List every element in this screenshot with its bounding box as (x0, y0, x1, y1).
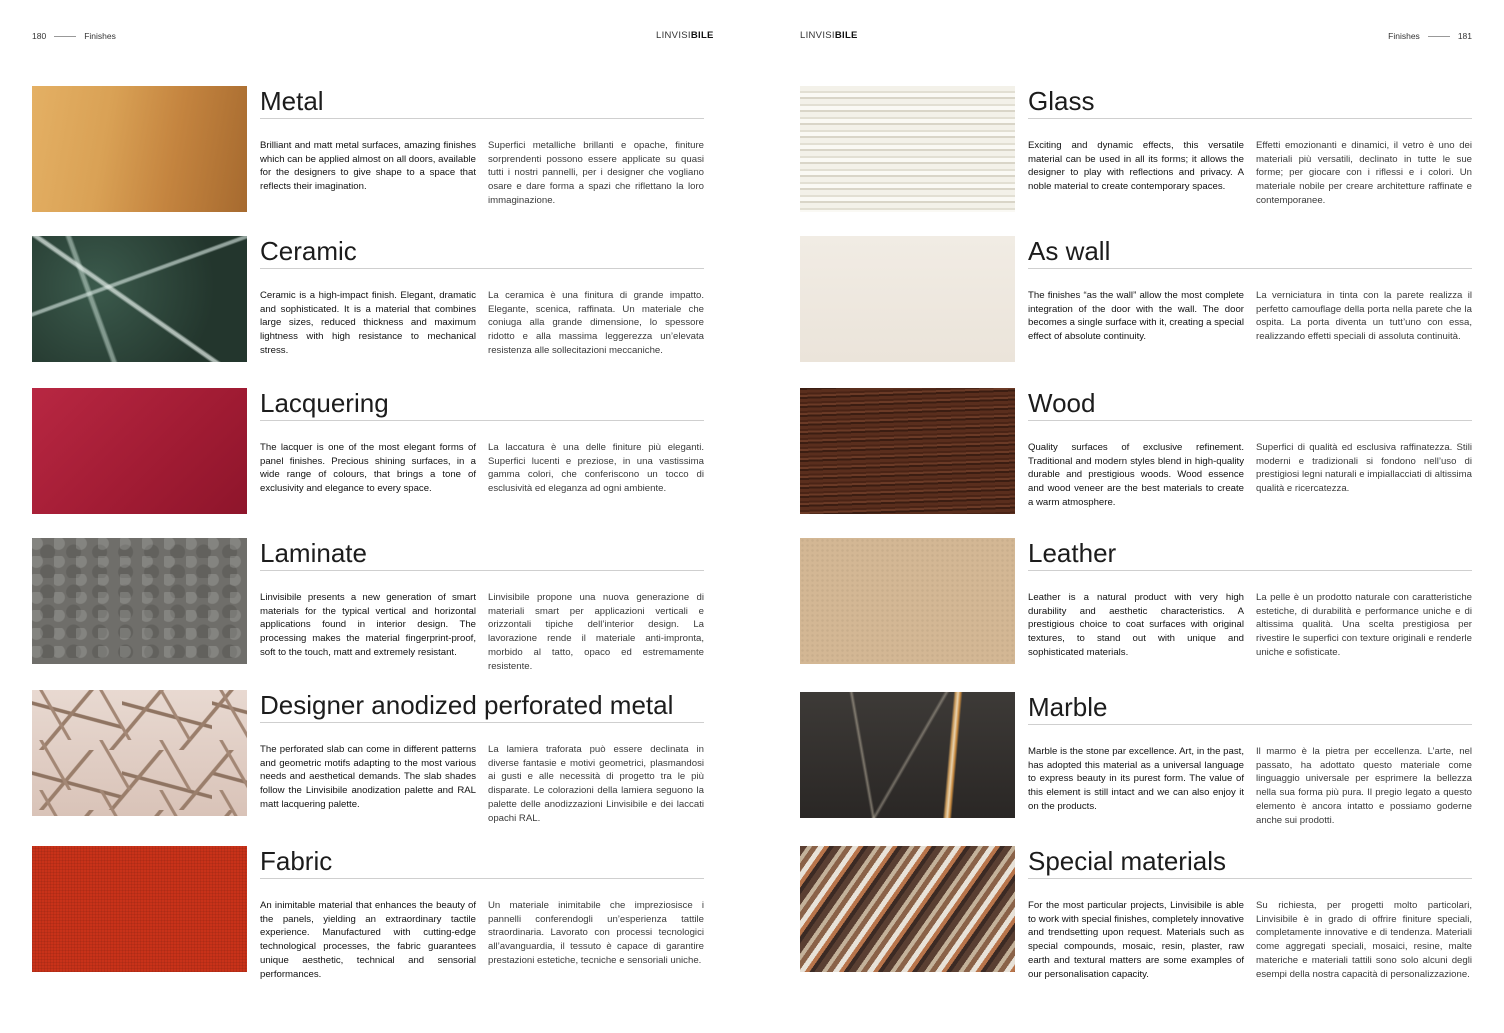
wood-swatch-image (800, 388, 1015, 514)
marble-swatch-image (800, 692, 1015, 818)
lacquer-swatch-image (32, 388, 247, 514)
fabric-swatch-image (32, 846, 247, 972)
finish-metal (32, 86, 704, 212)
finish-title: Lacquering (260, 388, 704, 421)
finish-description-en: The finishes “as the wall” allow the most complete integration of the door with the wall. The door becomes a single surface with it, creating a special effect of absolute continuity. (1028, 290, 1244, 343)
finish-description-it: La pelle è un prodotto naturale con caratteristiche estetiche, di durabilità e performance uniche e di altissima qualità. Una scelta prestigiosa per rivestire le superfici con texture originali e renderle uniche e sofisticate. (1256, 592, 1472, 658)
as-wall-swatch-image (800, 236, 1015, 362)
finish-description-en: Leather is a natural product with very high durability and aesthetic characteristics. A prestigious choice to coat surfaces with original textures, to stand out with unique and sophisticated materials. (1028, 592, 1244, 658)
finish-title: As wall (1028, 236, 1472, 269)
ceramic-swatch-image (32, 236, 247, 362)
finish-description-en: Brilliant and matt metal surfaces, amazing finishes which can be applied almost on all doors, available for the designers to give shape to a space that reflects their imagination. (260, 140, 476, 193)
finish-description-en: Ceramic is a high-impact finish. Elegant, dramatic and sophisticated. It is a material that combines large sizes, reduced thickness and maximum lightness with high resistance to mechanical stress. (260, 290, 476, 356)
special-materials-swatch-image (800, 846, 1015, 972)
perforated-metal-swatch-image (32, 690, 247, 816)
finish-title: Metal (260, 86, 704, 119)
finish-description-it: Linvisibile propone una nuova generazione di materiali smart per applicazioni verticali e orizzontali tipiche dell’interior design. La lavorazione rende il materiale anti-impronta, morbido al tatto, opaco ed estremamente resistente. (488, 592, 704, 672)
finish-glass (800, 86, 1472, 212)
finish-wood (800, 388, 1472, 514)
finish-description-it: Su richiesta, per progetti molto particolari, Linvisibile è in grado di offrire finiture speciali, completamente innovative e di tendenza. Materiali come aggregati speciali, mosaici, resine, malte materiche e materiali tattili sono solo alcuni degli esempi della nostra capacità di personalizzazione. (1256, 900, 1472, 980)
finish-title: Marble (1028, 692, 1472, 725)
finish-lacquering (32, 388, 704, 514)
finish-description-it: La lamiera traforata può essere declinata in diverse fantasie e motivi geometrici, plasmandosi ai gusti e alle necessità di progetto tra le più disparate. Le colorazioni della lamiera seguono la palette delle anodizzazioni Linvisibile e dei laccati opachi RAL. (488, 744, 704, 824)
page-number: 180 (32, 31, 47, 41)
finish-ceramic (32, 236, 704, 362)
finish-description-en: Marble is the stone par excellence. Art, in the past, has adopted this material as a universal language to express beauty in its purest form. The value of this element is still intact and we can also enjoy it on the products. (1028, 746, 1244, 812)
header-rule (54, 36, 76, 37)
finish-description-en: Exciting and dynamic effects, this versatile material can be used in all its forms; it allows the designer to play with reflections and privacy. A noble material to create contemporary spaces. (1028, 140, 1244, 193)
finish-description-en: The perforated slab can come in different patterns and geometric motifs adapting to the most various needs and aesthetical demands. The slab shades follow the Linvisibile anodization palette and RAL matt lacquering palette. (260, 744, 476, 810)
metal-swatch-image (32, 86, 247, 212)
right-page (752, 0, 1504, 1033)
finish-title: Leather (1028, 538, 1472, 571)
finish-leather (800, 538, 1472, 664)
finish-marble (800, 692, 1472, 826)
finish-title: Designer anodized perforated metal (260, 690, 704, 723)
finish-title: Fabric (260, 846, 704, 879)
finish-special-materials (800, 846, 1472, 980)
finish-description-it: Superfici metalliche brillanti e opache, finiture sorprendenti possono essere applicate su quasi tutti i nostri pannelli, per i designer che vogliano osare e dare forma a spazi che riflettano la loro immaginazione. (488, 140, 704, 206)
finish-as-wall (800, 236, 1472, 362)
finish-title: Laminate (260, 538, 704, 571)
page-number: 181 (1457, 31, 1472, 41)
finish-laminate (32, 538, 704, 672)
finish-description-it: La ceramica è una finitura di grande impatto. Elegante, scenica, raffinata. Un materiale che coniuga alla grande dimensione, lo spessore ridotto e alla massima leggerezza un’elevata resistenza alle sollecitazioni meccaniche. (488, 290, 704, 356)
header-rule (1428, 36, 1450, 37)
finish-title: Ceramic (260, 236, 704, 269)
finish-description-en: An inimitable material that enhances the beauty of the panels, yielding an extraordinary tactile experience. Manufactured with cutting-edge technological processes, the fabric guarantees unique aesthetic, technical and sensorial performances. (260, 900, 476, 980)
finish-description-en: Quality surfaces of exclusive refinement. Traditional and modern styles blend in high-quality durable and prestigious woods. Wood essence and wood veneer are the best materials to create a warm atmosphere. (1028, 442, 1244, 508)
finish-fabric (32, 846, 704, 980)
section-label: Finishes (84, 31, 116, 41)
finish-description-en: The lacquer is one of the most elegant forms of panel finishes. Precious shining surfaces, in a wide range of colours, that brings a tone of exclusivity and elegance to every space. (260, 442, 476, 495)
finish-description-en: For the most particular projects, Linvisibile is able to work with special finishes, completely innovative and trendsetting upon request. Materials such as special compounds, mosaic, resin, plaster, raw earth and textural matters are some examples of our personalisation capacity. (1028, 900, 1244, 980)
glass-swatch-image (800, 86, 1015, 212)
finish-perforated-metal (32, 690, 704, 824)
finish-description-it: La laccatura è una delle finiture più eleganti. Superfici lucenti e preziose, in una vastissima gamma colori, che conferiscono un tocco di esclusività ed eleganza ad ogni ambiente. (488, 442, 704, 495)
leather-swatch-image (800, 538, 1015, 664)
finish-title: Wood (1028, 388, 1472, 421)
finish-description-it: Effetti emozionanti e dinamici, il vetro è uno dei materiali più versatili, declinato in tutte le sue forme; per giocare con i riflessi e i colori. Un materiale nobile per creare architetture raffinate e contemporanee. (1256, 140, 1472, 206)
page-header-left (32, 31, 116, 41)
finish-description-it: Superfici di qualità ed esclusiva raffinatezza. Stili moderni e tradizionali si fondono nell’uso di prestigiosi legni naturali e impiallacciati di altissima qualità e ricercatezza. (1256, 442, 1472, 495)
laminate-swatch-image (32, 538, 247, 664)
finish-description-it: La verniciatura in tinta con la parete realizza il perfetto camouflage della porta nella parete che la ospita. La porta diventa un tutt’uno con essa, realizzando effetti speciali di assoluta continuità. (1256, 290, 1472, 343)
section-label: Finishes (1388, 31, 1420, 41)
page-header-right (1388, 31, 1472, 41)
brand-logo: LINVISIBILE (800, 30, 858, 41)
finish-description-it: Il marmo è la pietra per eccellenza. L’arte, nel passato, ha adottato questo materiale come linguaggio universale per esprimere la bellezza nella sua forma più pura. Il pregio legato a questo elemento è ancora intatto e possiamo goderne anche sui prodotti. (1256, 746, 1472, 826)
finish-title: Glass (1028, 86, 1472, 119)
finish-description-it: Un materiale inimitabile che impreziosisce i pannelli conferendogli un’esperienza tattile straordinaria. Lavorato con processi tecnologici all’avanguardia, il tessuto è capace di garantire prestazioni estetiche, tecniche e sensoriali uniche. (488, 900, 704, 966)
brand-logo: LINVISIBILE (656, 30, 714, 41)
finish-description-en: Linvisibile presents a new generation of smart materials for the typical vertical and horizontal applications found in interior design. The processing makes the material fingerprint-proof, soft to the touch, matt and extremely resistant. (260, 592, 476, 658)
finish-title: Special materials (1028, 846, 1472, 879)
